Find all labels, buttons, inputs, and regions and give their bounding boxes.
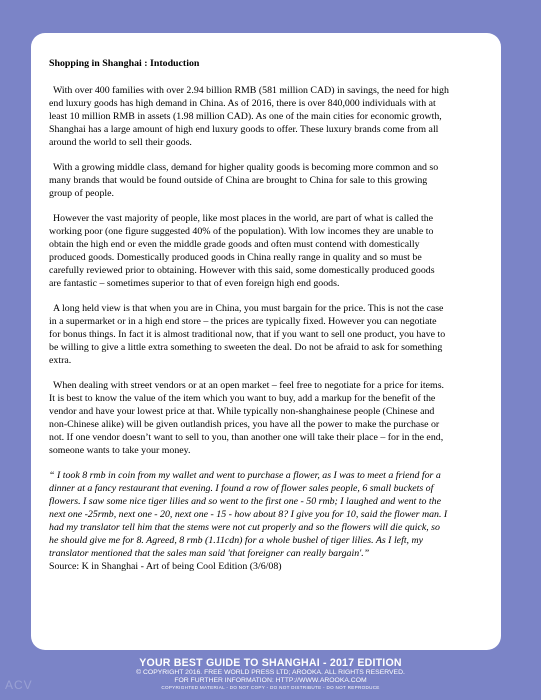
footer-copyright: © COPYRIGHT 2016. FREE WORLD PRESS LTD; AROOKA. ALL RIGHTS RESERVED. [136, 669, 405, 676]
footer-title: YOUR BEST GUIDE TO SHANGHAI - 2017 EDITION [139, 657, 402, 669]
paragraph: However the vast majority of people, like most places in the world, are part of what is called the working poor (one figure suggested 40% of the population). With low incomes they are unable to obtain the high end or even the middle grade goods and often must contend with domestically produced goods. Domestically produced goods in China really range in quality and so must be carefully reviewed prior to obtaining. However with this said, some domestically produced goods are fantastic – sometimes superior to that of even foreign high end goods. [49, 213, 435, 289]
paragraph: When dealing with street vendors or at an open market – feel free to negotiate for a price for items. It is best to know the value of the item which you want to buy, add a markup for the benefit of the vendor and have your lowest price at that. While typically non-shanghainese people (Chinese and non-Chinese alike) will be given outlandish prices, you have all the power to make the purchase or not. If one vendor doesn’t want to sell to you, than another one will take their place – for in the end, someone wants to take your money. [49, 380, 445, 456]
article-title: Shopping in Shanghai : Intoduction [49, 58, 200, 69]
quote-source: Source: K in Shanghai - Art of being Cool Edition (3/6/08) [49, 561, 282, 572]
paragraph: With a growing middle class, demand for higher quality goods is becoming more common and so many brands that would be found outside of China are brought to China for sale to this growing group of people. [49, 162, 439, 199]
footer [0, 657, 541, 691]
article [49, 57, 449, 573]
paragraph: With over 400 families with over 2.94 billion RMB (581 million CAD) in savings, the need for high end luxury goods has high demand in China. As of 2016, there is over 840,000 individuals with at least 10 million RMB in assets (1.98 million CAD). As one of the main cities for economic growth, Shanghai has a large amount of high end luxury goods to offer. These luxury brands come from all around the world to sell their goods. [49, 85, 449, 148]
quote: “ I took 8 rmb in coin from my wallet and went to purchase a flower, as I was to meet a friend for a dinner at a fancy restaurant that evening. I found a row of flower sales people, 6 small buckets of flowers. I saw some nice tiger lilies and so went to the first one - 50 rmb; I laughed and went to the next one -25rmb, next one - 20, next one - 15 - how about 8? I give you for 10, said the flower man. I had my translator tell him that the stems were not cut properly and so the flowers will die quick, so he should give me for 8. Agreed, 8 rmb (1.11cdn) for a whole bushel of tiger lilies. As I left, my translator mentioned that the sales man said 'that foreigner can really bargain'.” [49, 470, 448, 559]
paragraph: A long held view is that when you are in China, you must bargain for the price. This is not the case in a supermarket or in a high end store – the prices are typically fixed. However you can negotiate for bonus things. In fact it is almost traditional now, that if you want to sell one product, you have to be willing to give a little extra something to sweeten the deal. Do not be afraid to ask for something extra. [49, 303, 446, 366]
footer-info-link: FOR FURTHER INFORMATION: HTTP://WWW.AROOKA.COM [174, 677, 367, 684]
watermark: ACV [5, 678, 33, 692]
footer-notice: COPYRIGHTED MATERIAL - DO NOT COPY - DO NOT DISTRIBUTE - DO NOT REPRODUCE [161, 685, 380, 690]
